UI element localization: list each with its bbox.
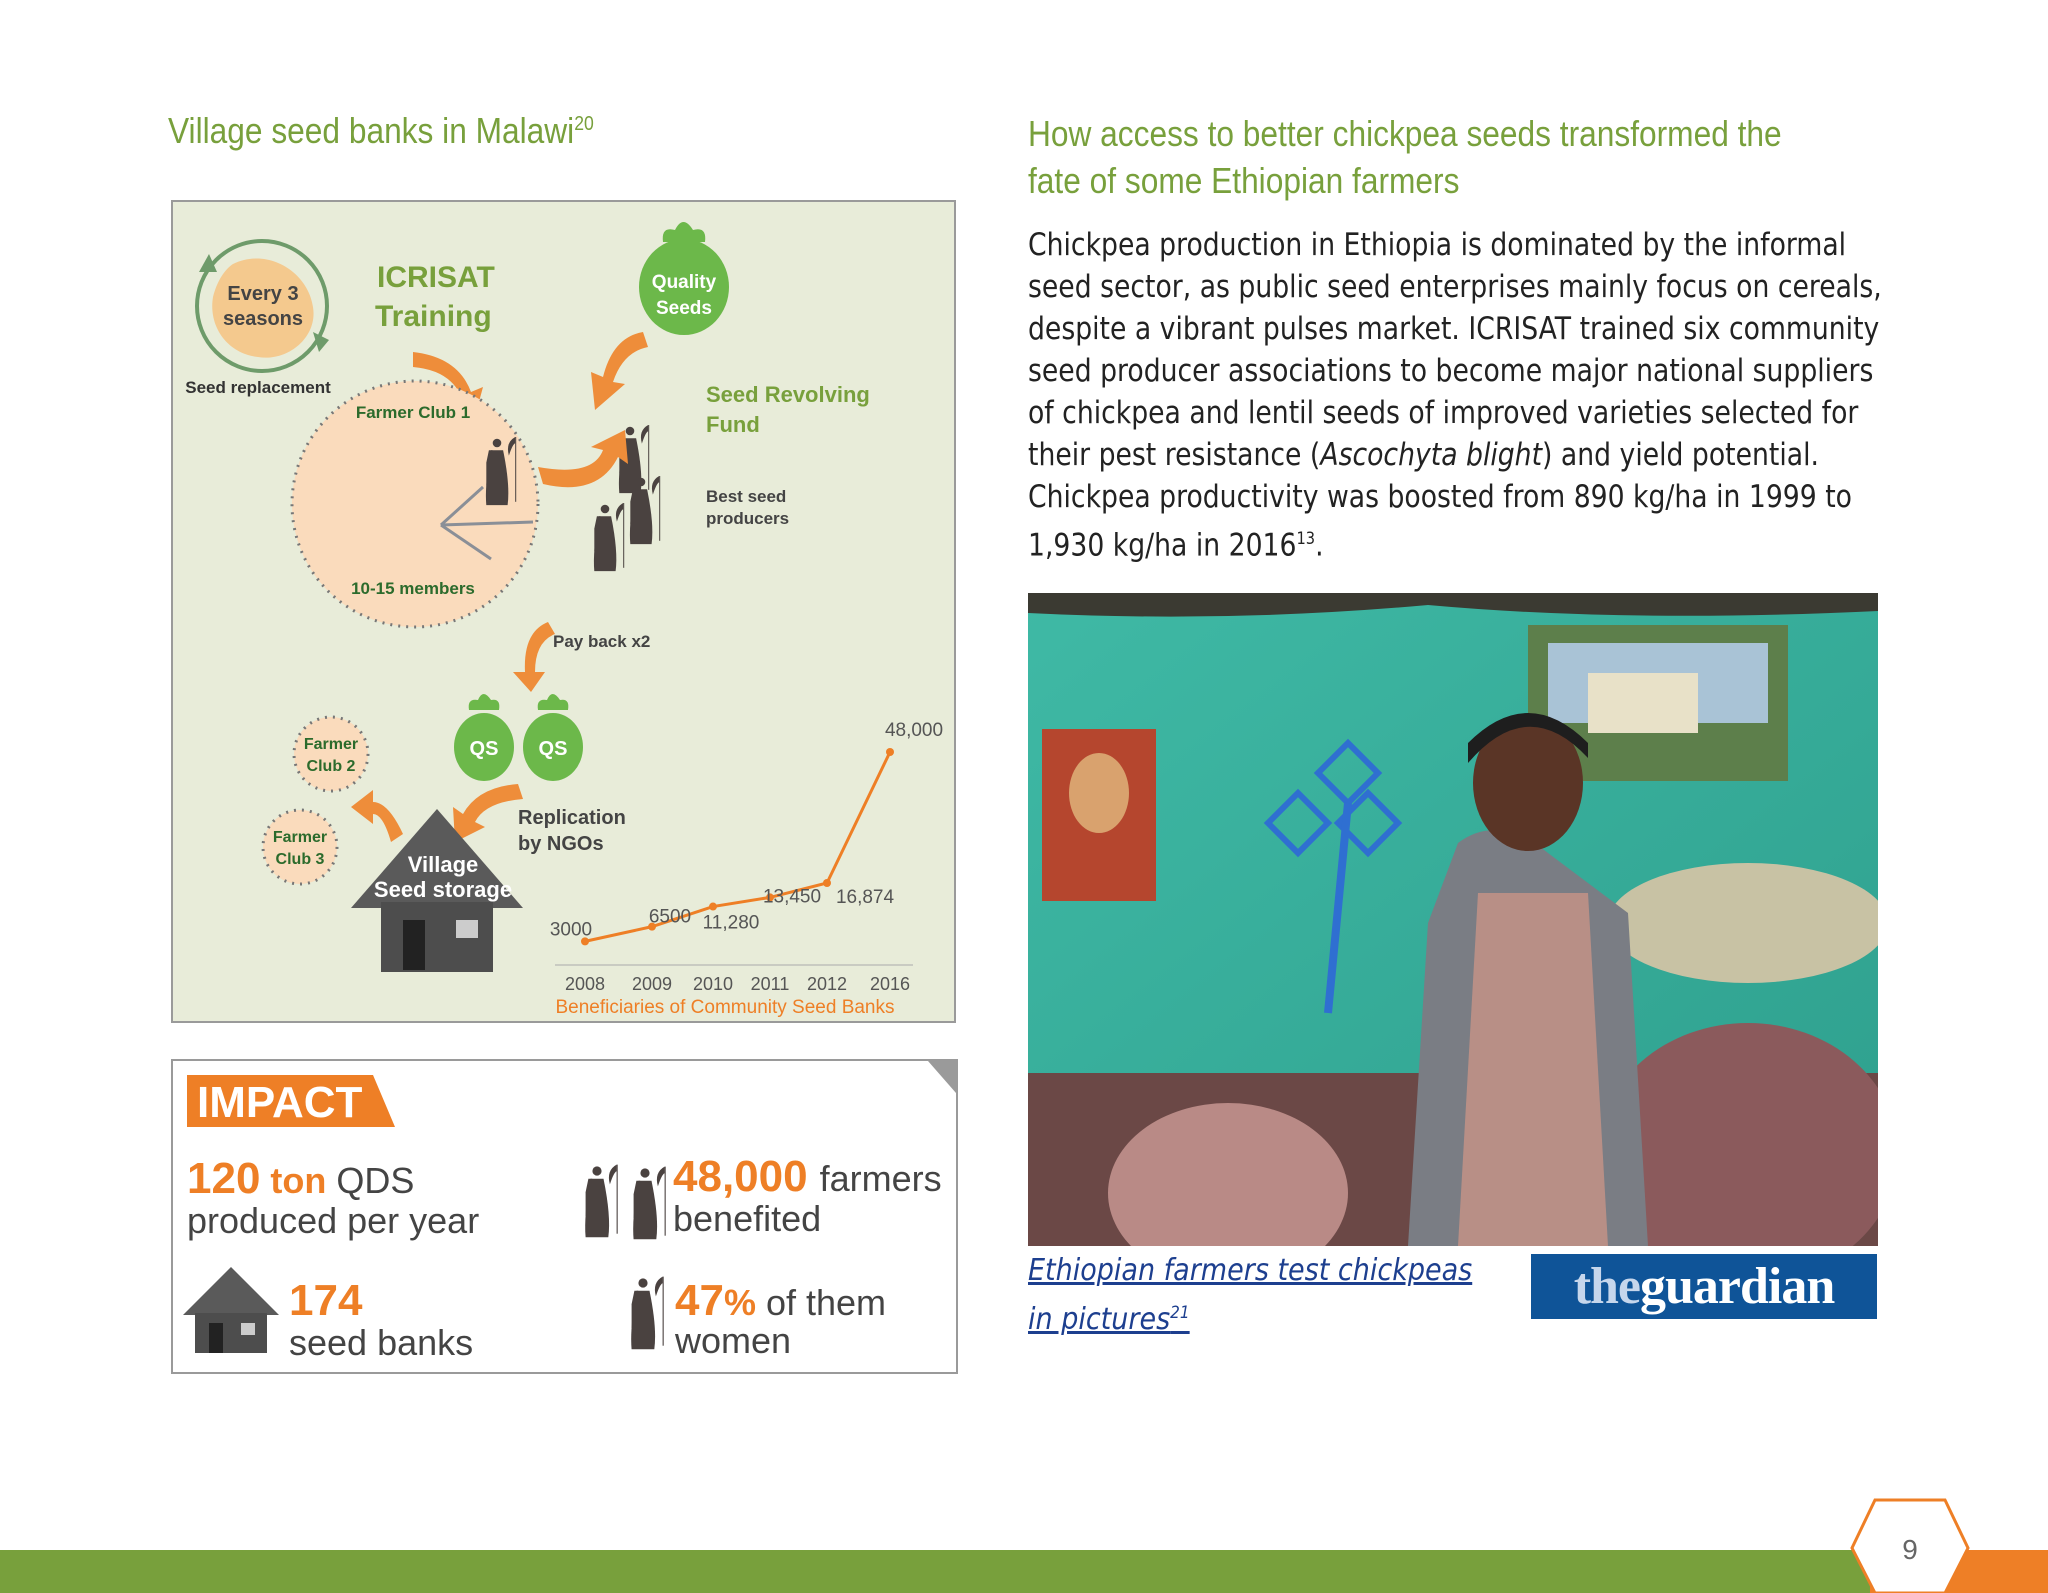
members-label: 10-15 members	[351, 579, 475, 598]
farmer-club-1-circle	[292, 381, 660, 627]
footnote-ref: 20	[574, 113, 594, 135]
section-title-text: Village seed banks in Malawi	[168, 110, 575, 151]
revolving-fund-label: Fund	[706, 412, 760, 437]
arrow-icon	[538, 430, 628, 487]
village-label: Village	[407, 852, 479, 877]
footer-bar	[0, 1550, 2048, 1593]
paragraph-text: Chickpea production in Ethiopia is dominated by the informal seed sector, as public seed enterprises mainly focus on cereals, despite a vibrant pulses market. ICRISAT trained six community seed producer associations to become major national suppliers of chickpea and lentil seeds of improved varieties selected for their pest resistance (	[1028, 227, 1882, 473]
logo-guardian: guardian	[1640, 1258, 1835, 1315]
arrow-icon	[591, 332, 648, 410]
corner-fold	[928, 1061, 956, 1093]
photo-caption-link[interactable]	[1028, 1250, 1472, 1341]
club-label: Farmer	[272, 829, 328, 846]
x-tick-label: 2011	[750, 974, 790, 994]
club-label: Farmer Club 1	[355, 403, 471, 422]
paragraph-period: .	[1315, 527, 1324, 564]
arrow-icon	[351, 790, 403, 842]
woman-icon	[631, 1277, 664, 1350]
qs-label: QS	[469, 738, 499, 760]
replication-label: by NGOs	[518, 833, 604, 855]
stat-tons-caption: produced per year	[187, 1200, 480, 1241]
caption-line-2[interactable]: in pictures	[1028, 1302, 1171, 1337]
arrow-icon	[513, 622, 555, 692]
chart-title: Beneficiaries of Community Seed Banks	[555, 997, 895, 1018]
logo-the: the	[1573, 1258, 1641, 1315]
stat-women-caption: women	[675, 1320, 792, 1361]
footnote-ref: 21	[1170, 1303, 1190, 1323]
infographic-svg	[173, 202, 954, 1021]
data-label: 3000	[549, 919, 593, 941]
farmer-photo	[1028, 593, 1878, 1246]
village-label: Seed storage	[373, 877, 513, 902]
stat-tons: 120 ton QDS	[187, 1154, 415, 1203]
arrow-icon	[453, 784, 523, 842]
stat-seedbanks-caption: seed banks	[289, 1322, 474, 1363]
club-label: Club 2	[306, 758, 356, 775]
farmer-club-2-circle	[294, 717, 368, 791]
stat-farmers: 48,000 farmers	[673, 1152, 942, 1201]
impact-label: IMPACT	[197, 1078, 363, 1127]
caption-line-1[interactable]: Ethiopian farmers test chickpeas	[1028, 1253, 1473, 1288]
seed-replacement-cycle	[185, 241, 331, 397]
club-label: Farmer	[303, 736, 359, 753]
stat-women: 47% of them	[675, 1276, 887, 1325]
quality-label: Quality	[651, 272, 717, 293]
x-tick-label: 2009	[631, 974, 673, 994]
page-number-badge	[1850, 1498, 1970, 1593]
cycle-label: seasons	[222, 308, 304, 330]
page-number: 9	[1902, 1534, 1918, 1565]
data-label: 16,874	[835, 886, 895, 908]
seeds-label: Seeds	[656, 298, 712, 319]
data-point	[886, 748, 894, 756]
quality-seeds-bag-icon	[639, 222, 729, 335]
payback-label: Pay back x2	[553, 632, 651, 651]
farmer-icon	[594, 503, 624, 571]
training-label: Training	[375, 300, 492, 333]
stat-seedbanks: 174	[289, 1276, 363, 1325]
section-title-left	[168, 110, 594, 152]
village-hut-icon	[351, 809, 523, 972]
qs-label: QS	[538, 738, 568, 760]
grain-sack	[1608, 863, 1878, 983]
body-paragraph	[1028, 224, 1908, 566]
x-tick-label: 2012	[806, 974, 848, 994]
data-point	[709, 903, 717, 911]
data-label: 11,280	[702, 912, 760, 934]
x-tick-label: 2016	[869, 974, 911, 994]
x-tick-label: 2010	[692, 974, 734, 994]
club-label: Club 3	[275, 851, 325, 868]
footnote-ref: 13	[1296, 529, 1316, 549]
paragraph-text-end: ) and yield potential. Chickpea productivity was boosted from 890 kg/ha in 1999 to 1,930 kg/ha in 2016	[1028, 437, 1852, 564]
icrisat-label: ICRISAT	[377, 261, 495, 294]
data-point	[823, 879, 831, 887]
data-label: 48,000	[884, 720, 944, 741]
revolving-fund-label: Seed Revolving	[706, 382, 870, 407]
best-producers-label: producers	[706, 509, 790, 528]
beneficiaries-line-chart	[550, 720, 943, 1018]
impact-box	[171, 1059, 958, 1374]
qs-bag-icon	[523, 694, 583, 781]
data-label: 13,450	[762, 886, 822, 908]
data-label: 6500	[648, 906, 692, 928]
best-producers-label: Best seed	[706, 487, 787, 506]
seed-bank-infographic	[171, 200, 956, 1023]
section-title-right: How access to better chickpea seeds transformed the fate of some Ethiopian farmers	[1028, 113, 1782, 201]
replication-label: Replication	[518, 807, 626, 829]
hut-icon	[183, 1267, 279, 1353]
seed-replacement-label: Seed replacement	[185, 378, 331, 397]
impact-svg	[173, 1061, 956, 1372]
stat-farmers-caption: benefited	[673, 1198, 822, 1239]
qs-bag-icon	[454, 694, 514, 781]
paragraph-italic: Ascochyta blight	[1320, 437, 1543, 473]
guardian-logo[interactable]	[1531, 1254, 1877, 1319]
farmer-club-3-circle	[263, 810, 337, 884]
person-dress	[1458, 893, 1608, 1246]
photo-svg	[1028, 593, 1878, 1246]
cycle-label: Every 3	[227, 283, 299, 305]
farmers-icon	[585, 1165, 666, 1240]
x-tick-label: 2008	[564, 974, 606, 994]
